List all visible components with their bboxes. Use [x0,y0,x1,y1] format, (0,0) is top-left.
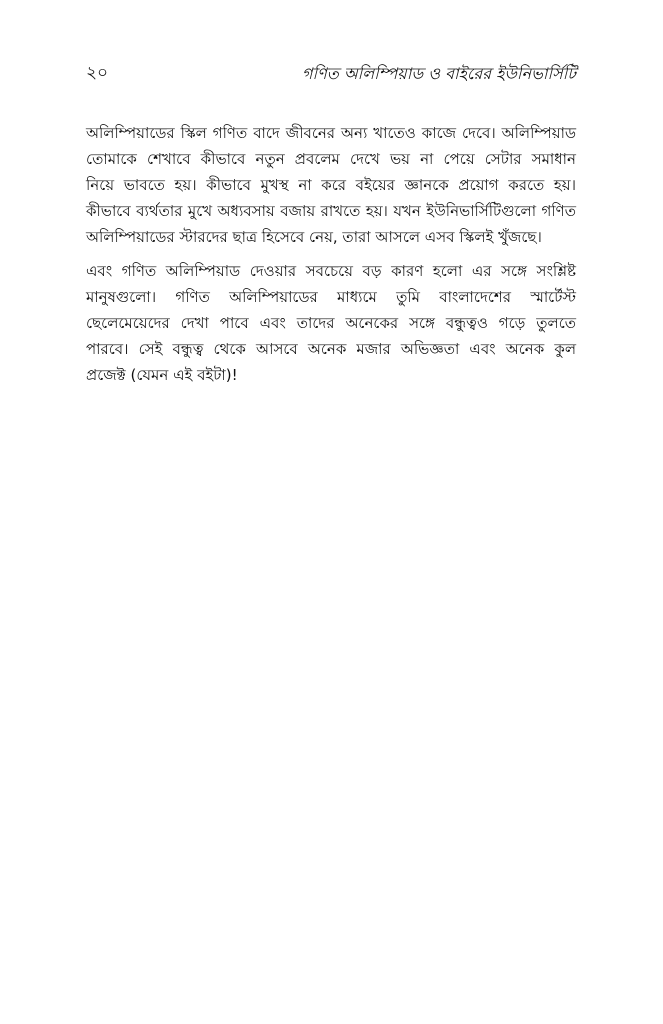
paragraph-1 [86,120,576,250]
text-line: মানুষগুলো। গণিত অলিম্পিয়াডের মাধ্যমে তুমি বাংলাদেশের স্মার্টেস্ট [86,288,576,306]
text-line: তোমাকে শেখাবে কীভাবে নতুন প্রবলেম দেখে ভয় না পেয়ে সেটার সমাধান [86,150,576,168]
page-header [86,60,576,88]
text-line: প্রজেক্ট (যেমন এই বইটা)! [86,366,238,384]
paragraph-2 [86,258,576,388]
text-line: ছেলেমেয়েদের দেখা পাবে এবং তাদের অনেকের সঙ্গে বন্ধুত্বও গড়ে তুলতে [86,314,576,332]
page-body [86,120,576,396]
running-title: গণিত অলিম্পিয়াড ও বাইরের ইউনিভার্সিটি [302,63,576,83]
text-line: এবং গণিত অলিম্পিয়াড দেওয়ার সবচেয়ে বড় কারণ হলো এর সঙ্গে সংশ্লিষ্ট [86,262,576,280]
text-line: অলিম্পিয়াডের স্টারদের ছাত্র হিসেবে নেয়, তারা আসলে এসব স্কিলই খুঁজছে। [86,228,542,246]
text-line: নিয়ে ভাবতে হয়। কীভাবে মুখস্থ না করে বইয়ের জ্ঞানকে প্রয়োগ করতে হয়। [86,176,576,194]
text-line: পারবে। সেই বন্ধুত্ব থেকে আসবে অনেক মজার অভিজ্ঞতা এবং অনেক কুল [86,340,576,358]
text-line: অলিম্পিয়াডের স্কিল গণিত বাদে জীবনের অন্য খাতেও কাজে দেবে। অলিম্পিয়াড [86,124,576,142]
page-number: ২০ [86,63,109,83]
text-line: কীভাবে ব্যর্থতার মুখে অধ্যবসায় বজায় রাখতে হয়। যখন ইউনিভার্সিটিগুলো গণিত [86,202,576,220]
